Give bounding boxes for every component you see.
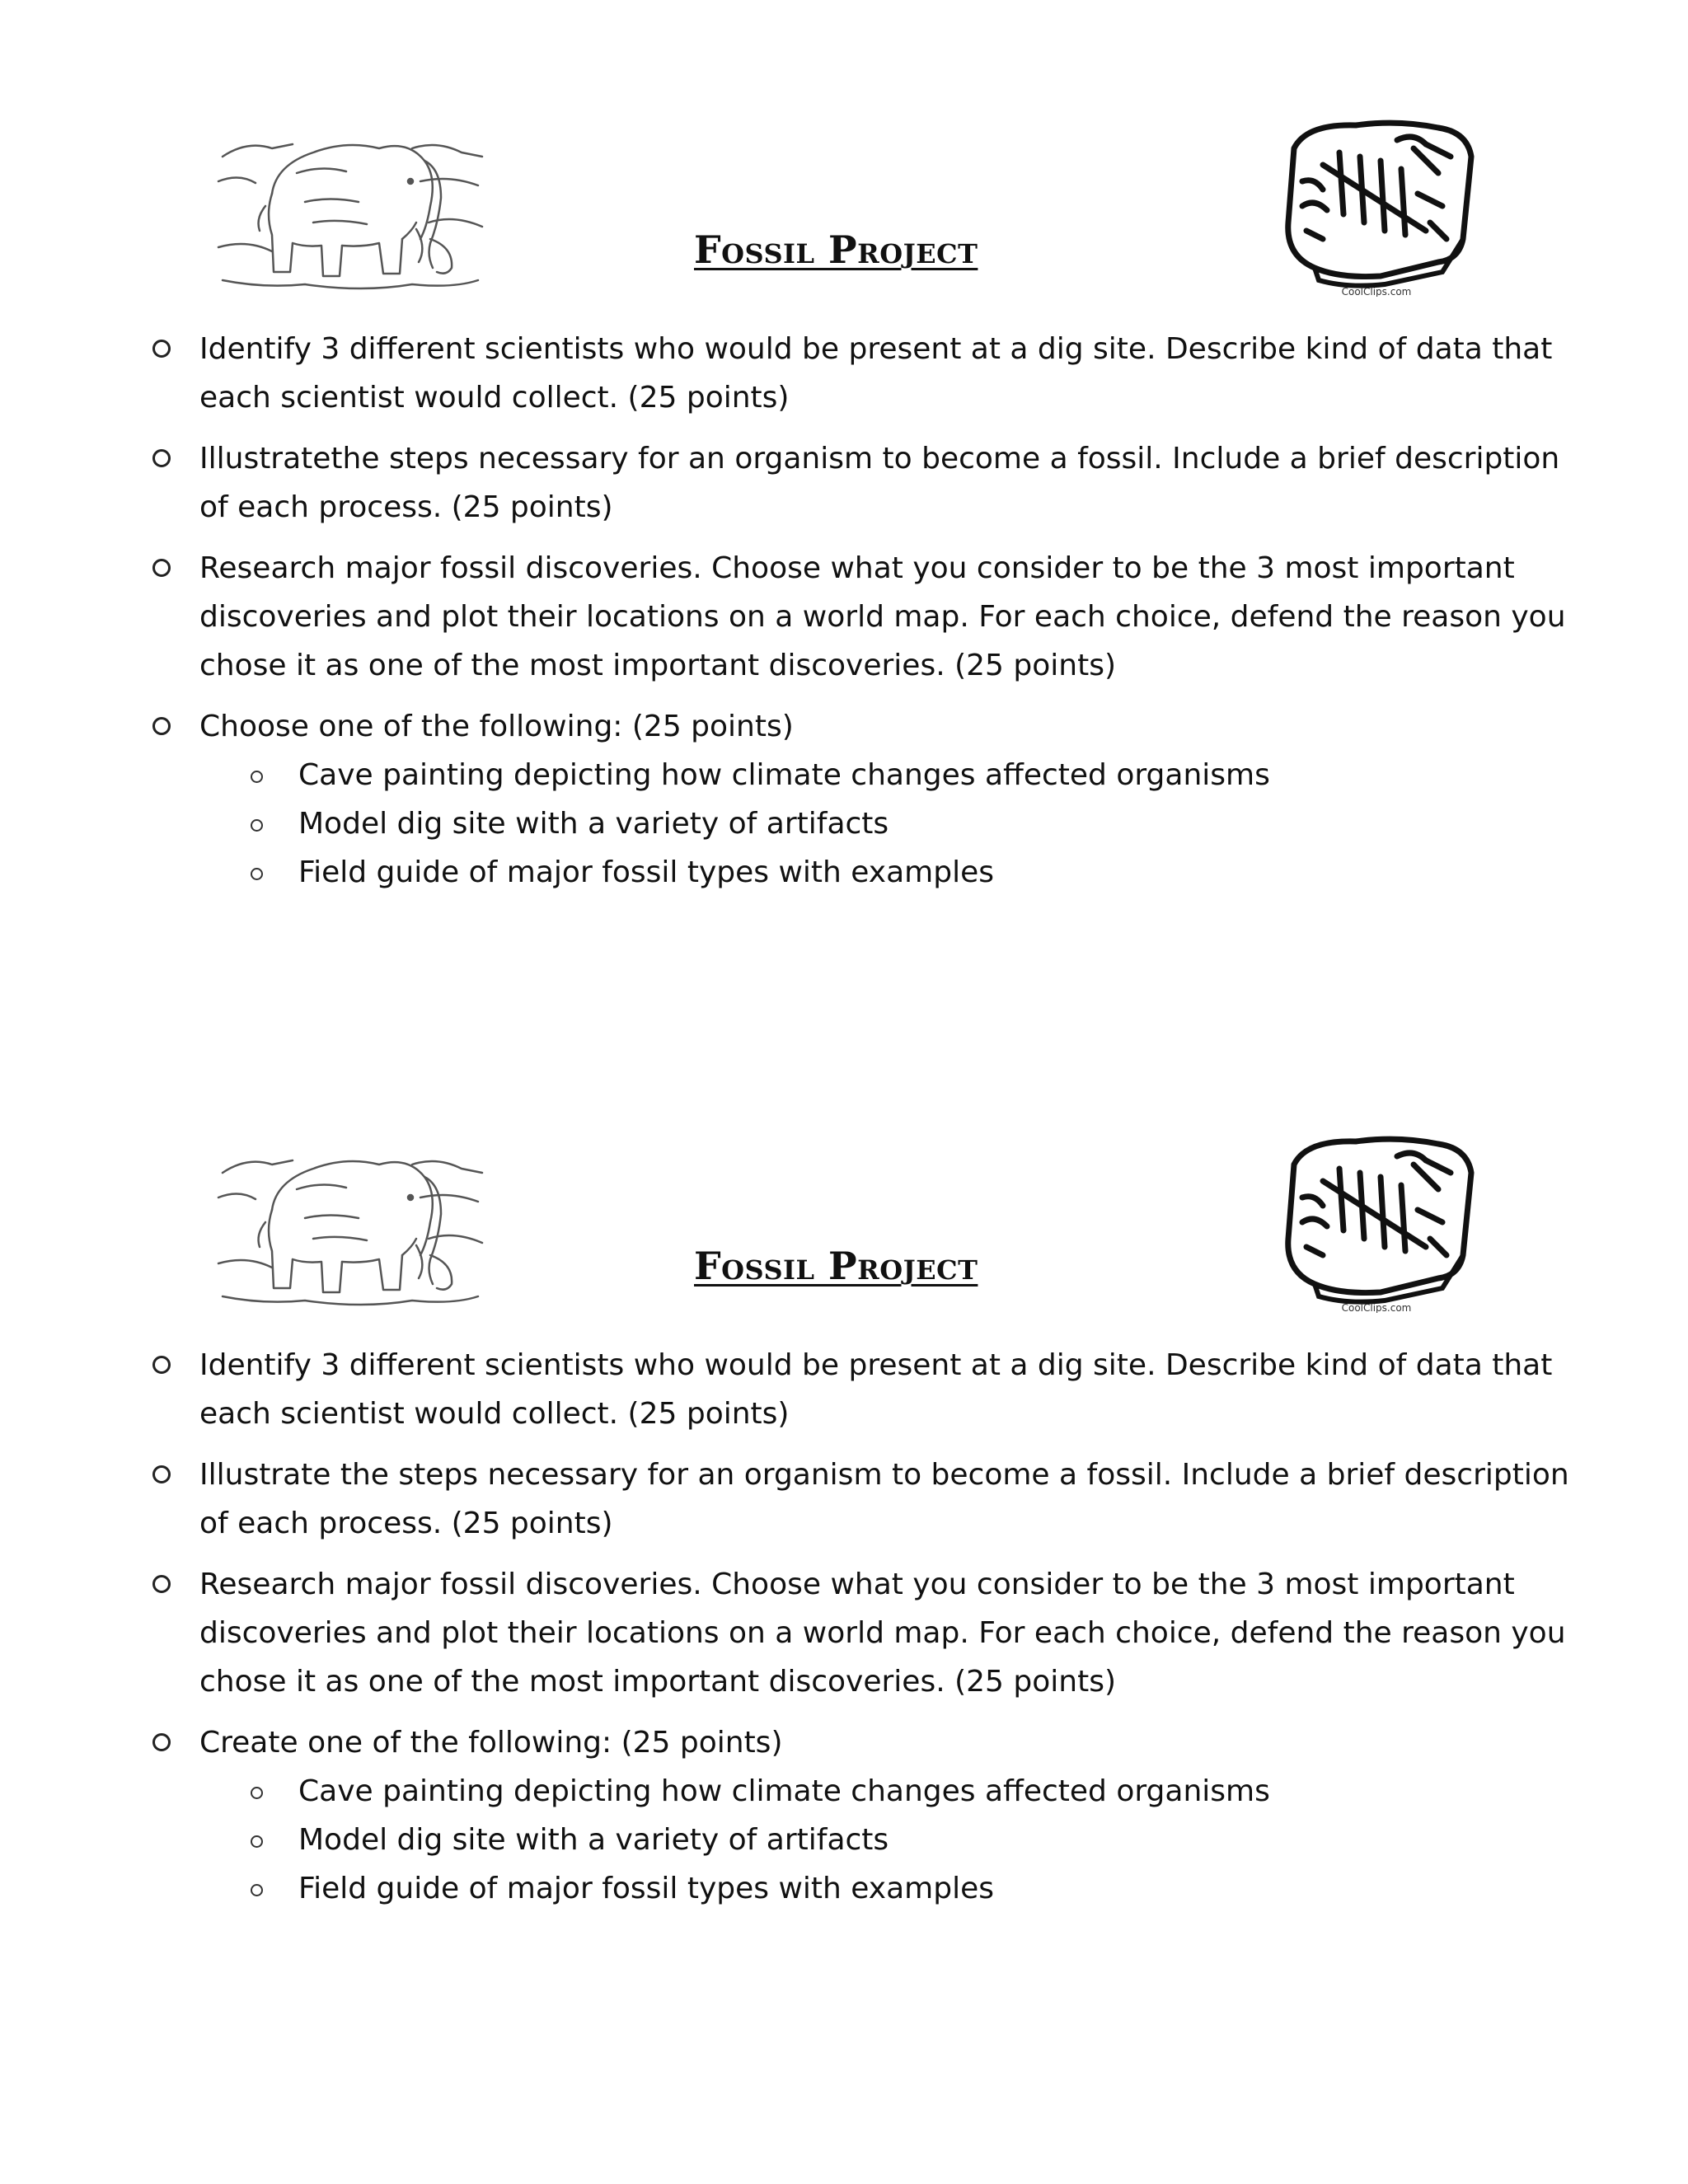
list-item (150, 544, 1584, 690)
list-item (150, 434, 1584, 532)
item-text: Research major fossil discoveries. Choose what you consider to be the 3 most important discoveries and plot their locations on a world map. For each choice, defend the reason you chose it as one of the most important discoveries. (25 points) (199, 551, 1566, 682)
circle-bullet-icon (152, 1465, 171, 1483)
circle-bullet-icon (152, 1575, 171, 1593)
circle-bullet-icon (152, 717, 171, 735)
list-item (150, 325, 1584, 422)
sub-list-item (150, 799, 1584, 848)
list-item (150, 1560, 1584, 1706)
small-circle-bullet-icon (251, 1787, 263, 1799)
project-list (150, 325, 1584, 909)
circle-bullet-icon (152, 449, 171, 467)
item-text: Identify 3 different scientists who would be present at a dig site. Describe kind of data that each scientist would collect. (25 points) (199, 1348, 1553, 1431)
project-section-1 (0, 0, 1688, 1022)
sub-item-text: Model dig site with a variety of artifacts (298, 807, 889, 841)
fossil-caption: CoolClips.com (1341, 1302, 1412, 1313)
sub-list-item (150, 1767, 1584, 1816)
sub-list (150, 751, 1584, 897)
small-circle-bullet-icon (251, 1884, 263, 1896)
mammoth-illustration (214, 124, 486, 301)
circle-bullet-icon (152, 1356, 171, 1374)
fossil-stone-illustration (1273, 1132, 1475, 1313)
sub-list-item (150, 751, 1584, 799)
mammoth-illustration (214, 1140, 486, 1317)
page-title: Fossil Project (694, 227, 978, 272)
list-item (150, 1718, 1584, 1913)
small-circle-bullet-icon (251, 1835, 263, 1848)
item-text: Illustratethe steps necessary for an organism to become a fossil. Include a brief description of each process. (25 points) (199, 442, 1560, 524)
item-text: Create one of the following: (25 points) (199, 1726, 783, 1760)
circle-bullet-icon (152, 1733, 171, 1751)
project-list (150, 1341, 1584, 1925)
sub-list-item (150, 848, 1584, 897)
item-text: Illustrate the steps necessary for an organism to become a fossil. Include a brief description of each process. (25 points) (199, 1458, 1569, 1540)
list-item (150, 702, 1584, 897)
small-circle-bullet-icon (251, 819, 263, 832)
sub-item-text: Field guide of major fossil types with examples (298, 1872, 994, 1905)
sub-item-text: Model dig site with a variety of artifacts (298, 1823, 889, 1857)
list-item (150, 1341, 1584, 1438)
sub-list-item (150, 1816, 1584, 1864)
small-circle-bullet-icon (251, 868, 263, 880)
sub-item-text: Cave painting depicting how climate changes affected organisms (298, 758, 1270, 792)
fossil-caption: CoolClips.com (1341, 286, 1412, 297)
sub-item-text: Field guide of major fossil types with examples (298, 855, 994, 889)
circle-bullet-icon (152, 559, 171, 577)
item-text: Choose one of the following: (25 points) (199, 710, 794, 743)
sub-item-text: Cave painting depicting how climate changes affected organisms (298, 1774, 1270, 1808)
sub-list (150, 1767, 1584, 1913)
circle-bullet-icon (152, 340, 171, 358)
small-circle-bullet-icon (251, 771, 263, 783)
page-title: Fossil Project (694, 1244, 978, 1288)
sub-list-item (150, 1864, 1584, 1913)
list-item (150, 1451, 1584, 1548)
fossil-stone-illustration (1273, 115, 1475, 297)
item-text: Identify 3 different scientists who would be present at a dig site. Describe kind of data that each scientist would collect. (25 points) (199, 332, 1553, 415)
project-section-2 (0, 1016, 1688, 2038)
item-text: Research major fossil discoveries. Choose what you consider to be the 3 most important discoveries and plot their locations on a world map. For each choice, defend the reason you chose it as one of the most important discoveries. (25 points) (199, 1568, 1566, 1699)
